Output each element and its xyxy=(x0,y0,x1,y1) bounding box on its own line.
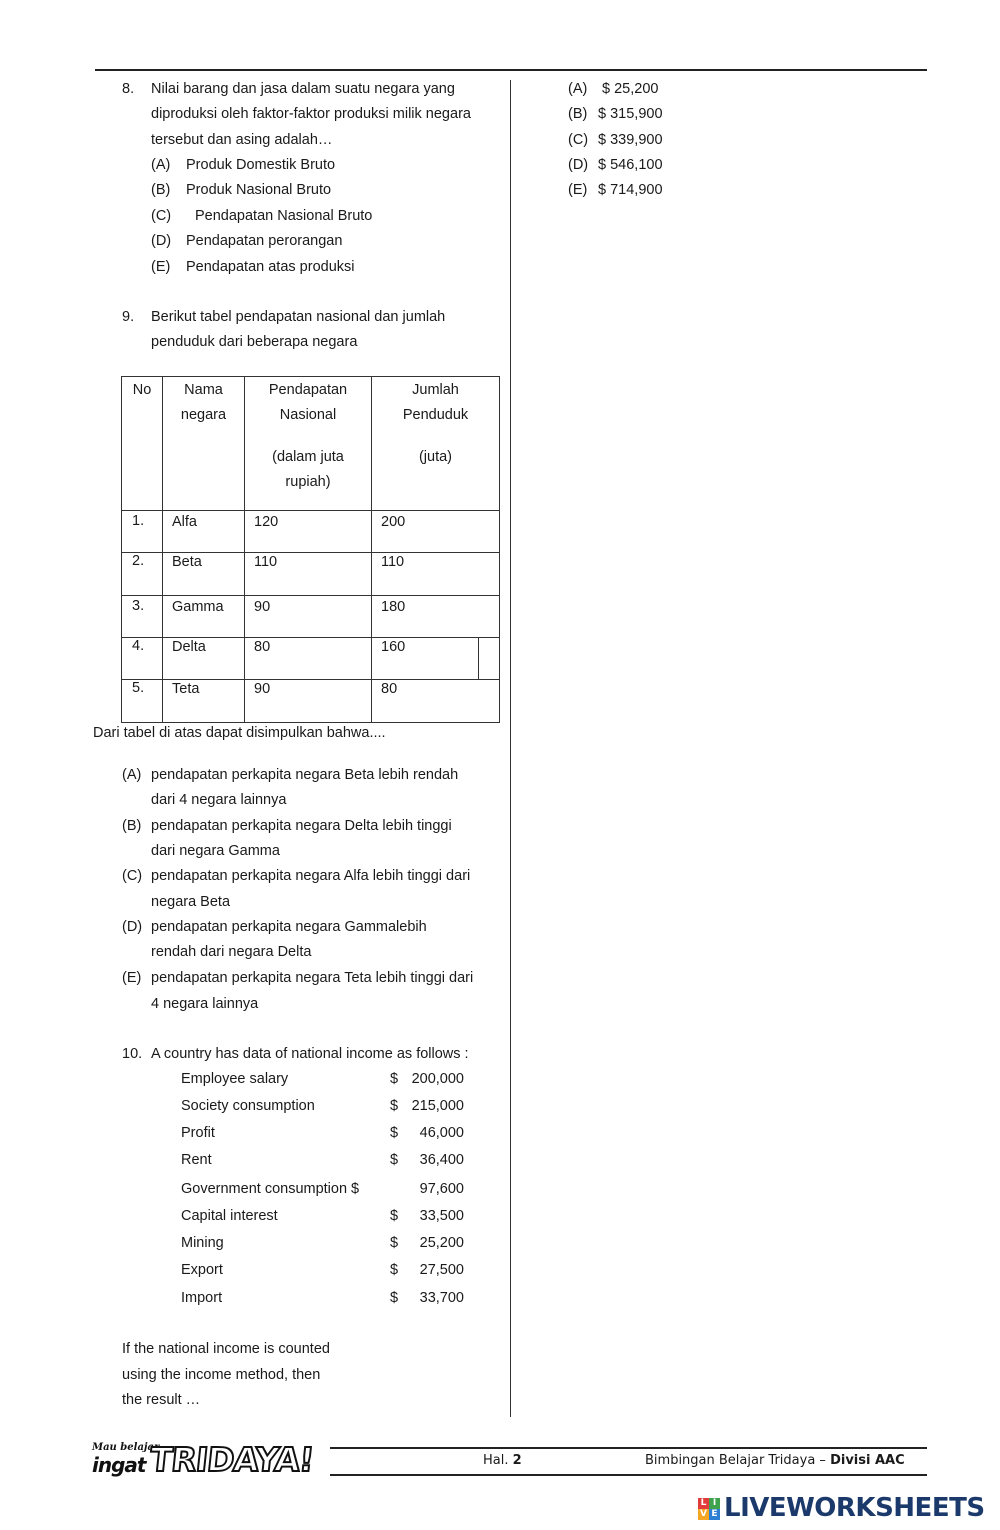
row-pendapatan: 80 xyxy=(245,638,372,680)
income-label: Rent xyxy=(181,1152,212,1168)
row-no: 4. xyxy=(122,638,163,680)
row-pendapatan: 90 xyxy=(245,680,372,723)
q8-line-3: tersebut dan asing adalah… xyxy=(151,132,333,148)
q10-option-c-text[interactable]: $ 339,900 xyxy=(598,132,663,148)
income-amount: 25,200 xyxy=(419,1235,464,1251)
q9-option-b-line1[interactable]: pendapatan perkapita negara Delta lebih tinggi xyxy=(151,818,452,834)
q10-option-b-key[interactable]: (B) xyxy=(568,106,588,122)
income-label: Export xyxy=(181,1262,223,1278)
q8-option-e-key[interactable]: (E) xyxy=(151,259,171,275)
q10-option-a-text[interactable]: $ 25,200 xyxy=(598,81,659,97)
q9-option-c-key[interactable]: (C) xyxy=(122,868,143,884)
q9-number: 9. xyxy=(122,309,135,325)
page-number: 2 xyxy=(512,1453,522,1468)
row-penduduk: 180 xyxy=(372,596,500,638)
table-row xyxy=(122,553,500,596)
income-amount: 46,000 xyxy=(419,1125,464,1141)
q8-option-a-key[interactable]: (A) xyxy=(151,157,171,173)
q10-option-e-key[interactable]: (E) xyxy=(568,182,588,198)
q8-option-d-text[interactable]: Pendapatan perorangan xyxy=(186,233,343,249)
q9-option-d-line1[interactable]: pendapatan perkapita negara Gammalebih xyxy=(151,919,427,935)
q10-number: 10. xyxy=(122,1046,143,1062)
q9-option-d-key[interactable]: (D) xyxy=(122,919,143,935)
income-amount: 27,500 xyxy=(419,1262,464,1278)
table-header-row xyxy=(122,377,500,511)
income-currency: $ xyxy=(390,1071,399,1087)
q8-number: 8. xyxy=(122,81,135,97)
row-nama: Teta xyxy=(163,680,245,723)
income-label: Mining xyxy=(181,1235,224,1251)
income-label: Employee salary xyxy=(181,1071,289,1087)
q9-option-c-line1[interactable]: pendapatan perkapita negara Alfa lebih tinggi dari xyxy=(151,868,471,884)
income-currency: $ xyxy=(390,1262,399,1278)
row-no: 2. xyxy=(122,553,163,596)
q9-option-e-key[interactable]: (E) xyxy=(122,970,142,986)
row-penduduk: 110 xyxy=(372,553,500,596)
row-no: 5. xyxy=(122,680,163,723)
row-pendapatan: 110 xyxy=(245,553,372,596)
q8-option-b-key[interactable]: (B) xyxy=(151,182,171,198)
q10-intro: A country has data of national income as follows : xyxy=(151,1046,469,1062)
footer-rule-bottom xyxy=(330,1474,927,1476)
row-pendapatan: 90 xyxy=(245,596,372,638)
income-currency: $ xyxy=(390,1098,399,1114)
income-amount: 33,500 xyxy=(419,1208,464,1224)
row-nama: Beta xyxy=(163,553,245,596)
row-penduduk: 80 xyxy=(372,680,500,723)
income-label: Profit xyxy=(181,1125,215,1141)
header-jumlah-penduduk: Jumlah Penduduk (juta) xyxy=(372,377,500,511)
q9-option-e-line2[interactable]: 4 negara lainnya xyxy=(151,996,259,1012)
table-row xyxy=(122,511,500,553)
income-label: Society consumption xyxy=(181,1098,315,1114)
q9-line-1: Berikut tabel pendapatan nasional dan jumlah xyxy=(151,309,446,325)
q10-option-c-key[interactable]: (C) xyxy=(568,132,589,148)
q8-option-e-text[interactable]: Pendapatan atas produksi xyxy=(186,259,355,275)
table-row xyxy=(122,596,500,638)
live-icon: L I V E xyxy=(698,1498,720,1520)
q9-conclusion: Dari tabel di atas dapat disimpulkan bahwa.... xyxy=(93,725,386,741)
q9-option-b-key[interactable]: (B) xyxy=(122,818,142,834)
page-label: Hal. 2 xyxy=(483,1453,522,1468)
column-divider xyxy=(510,80,511,1417)
header-rule xyxy=(95,69,927,71)
q9-option-b-line2[interactable]: dari negara Gamma xyxy=(151,843,280,859)
income-amount: 215,000 xyxy=(411,1098,464,1114)
q10-option-a-key[interactable]: (A) xyxy=(568,81,588,97)
income-amount: 97,600 xyxy=(419,1181,464,1197)
row-penduduk: 160 xyxy=(372,638,479,680)
q8-option-c-text[interactable]: Pendapatan Nasional Bruto xyxy=(195,208,373,224)
row-penduduk: 200 xyxy=(372,511,500,553)
row-nama: Gamma xyxy=(163,596,245,638)
table-extra-cell xyxy=(479,638,500,680)
income-label: Capital interest xyxy=(181,1208,278,1224)
header-no: No xyxy=(122,377,163,511)
q9-option-c-line2[interactable]: negara Beta xyxy=(151,894,231,910)
liveworksheets-watermark xyxy=(0,1490,1000,1530)
row-no: 3. xyxy=(122,596,163,638)
header-nama-negara: Nama negara xyxy=(163,377,245,511)
income-label: Import xyxy=(181,1290,223,1306)
q8-line-2: diproduksi oleh faktor-faktor produksi milik negara xyxy=(151,106,471,122)
table-row xyxy=(122,638,500,680)
q8-line-1: Nilai barang dan jasa dalam suatu negara yang xyxy=(151,81,455,97)
q8-option-a-text[interactable]: Produk Domestik Bruto xyxy=(186,157,336,173)
income-label: Government consumption $ xyxy=(181,1181,360,1197)
q9-option-d-line2[interactable]: rendah dari negara Delta xyxy=(151,944,312,960)
row-no: 1. xyxy=(122,511,163,553)
q10-option-d-key[interactable]: (D) xyxy=(568,157,589,173)
q10-question-line-2: using the income method, then xyxy=(122,1367,321,1383)
q10-option-b-text[interactable]: $ 315,900 xyxy=(598,106,663,122)
q8-option-b-text[interactable]: Produk Nasional Bruto xyxy=(186,182,332,198)
income-amount: 36,400 xyxy=(419,1152,464,1168)
income-currency: $ xyxy=(390,1208,399,1224)
footer-rule-top xyxy=(330,1447,927,1449)
liveworksheets-brand: LIVEWORKSHEETS xyxy=(724,1493,985,1523)
q9-line-2: penduduk dari beberapa negara xyxy=(151,334,358,350)
q9-option-e-line1[interactable]: pendapatan perkapita negara Teta lebih tinggi dari xyxy=(151,970,474,986)
income-population-table xyxy=(121,376,500,723)
q8-option-d-key[interactable]: (D) xyxy=(151,233,172,249)
q10-option-e-text[interactable]: $ 714,900 xyxy=(598,182,663,198)
q10-question-line-1: If the national income is counted xyxy=(122,1341,330,1357)
income-currency: $ xyxy=(390,1235,399,1251)
income-currency: $ xyxy=(390,1290,399,1306)
income-currency: $ xyxy=(390,1152,399,1168)
q9-option-a-line2[interactable]: dari 4 negara lainnya xyxy=(151,792,287,808)
header-pendapatan: Pendapatan Nasional (dalam juta rupiah) xyxy=(245,377,372,511)
q9-option-a-key[interactable]: (A) xyxy=(122,767,142,783)
org-text: Bimbingan Belajar Tridaya – Divisi AAC xyxy=(645,1453,905,1468)
q8-option-c-key[interactable]: (C) xyxy=(151,208,172,224)
q9-option-a-line1[interactable]: pendapatan perkapita negara Beta lebih rendah xyxy=(151,767,459,783)
row-nama: Delta xyxy=(163,638,245,680)
row-pendapatan: 120 xyxy=(245,511,372,553)
table-row xyxy=(122,680,500,723)
row-nama: Alfa xyxy=(163,511,245,553)
q10-question-line-3: the result … xyxy=(122,1392,201,1408)
income-currency: $ xyxy=(390,1125,399,1141)
org-division: Divisi AAC xyxy=(830,1453,905,1468)
income-amount: 200,000 xyxy=(411,1071,464,1087)
q10-option-d-text[interactable]: $ 546,100 xyxy=(598,157,663,173)
income-amount: 33,700 xyxy=(419,1290,464,1306)
